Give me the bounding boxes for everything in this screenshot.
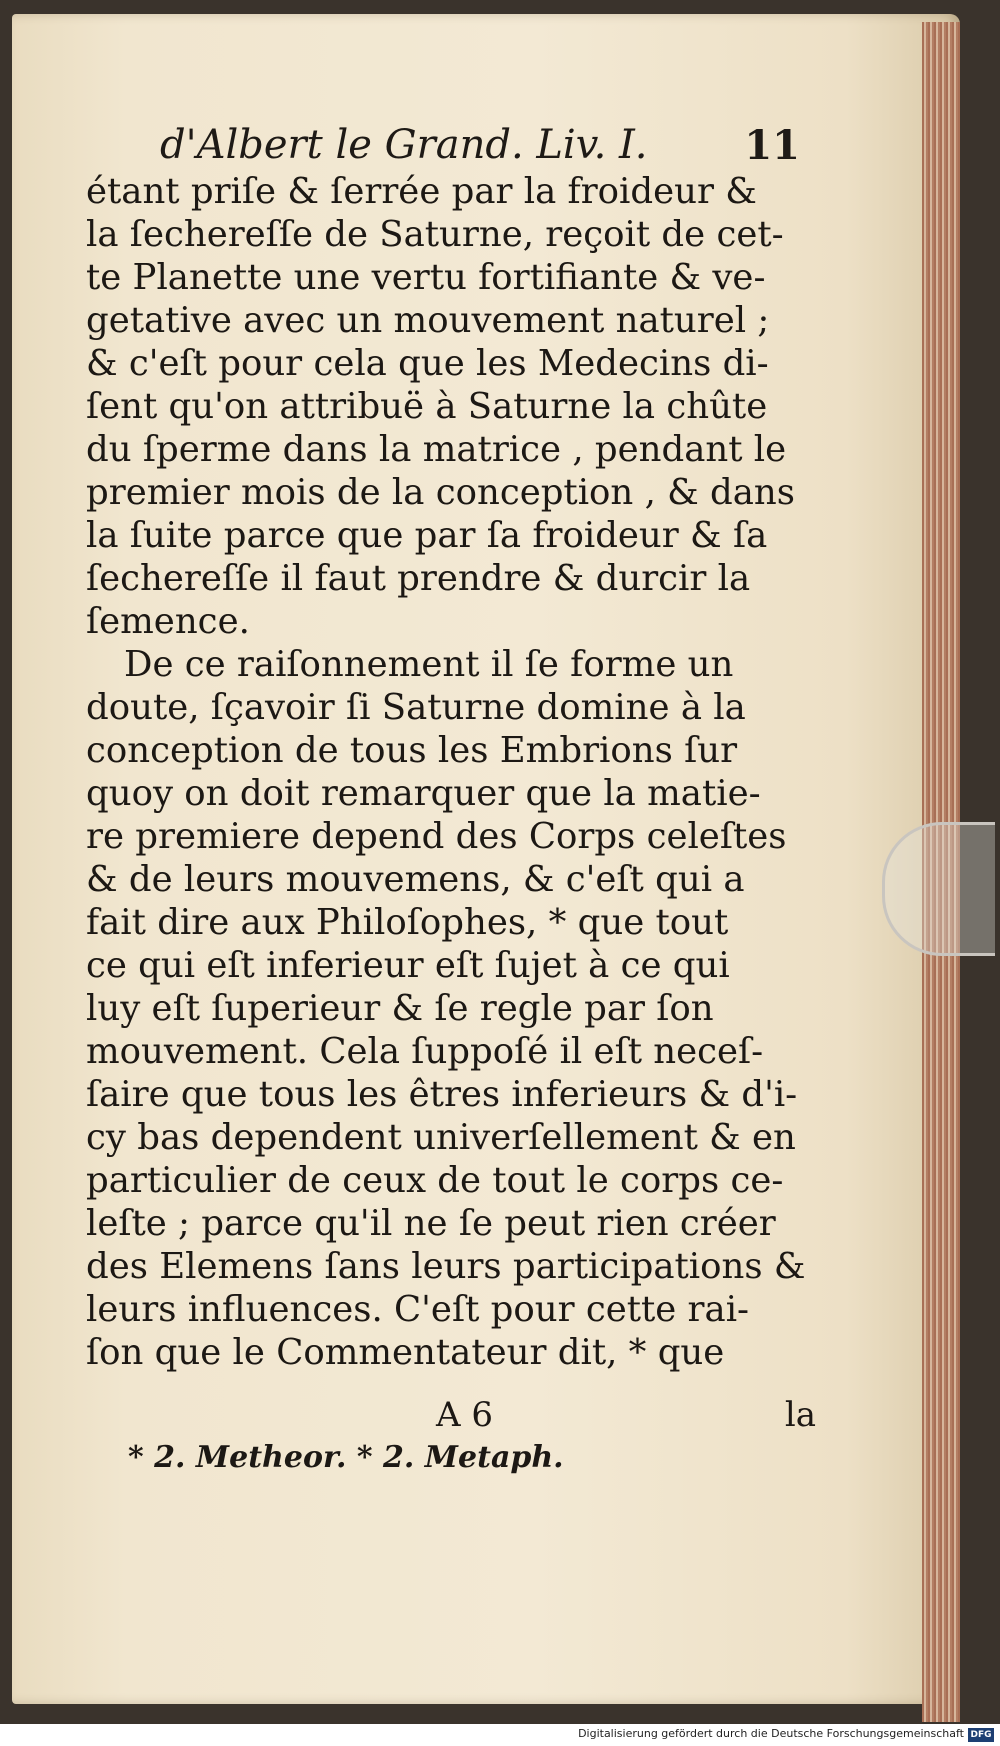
text-line: ſechereſſe il faut prendre & durcir la: [86, 558, 751, 599]
text-line: ſent qu'on attribuë à Saturne la chûte: [86, 386, 768, 427]
page-number: 11: [744, 122, 800, 169]
text-line: ce qui eſt inferieur eſt ſujet à ce qui: [86, 945, 730, 986]
text-line: getative avec un mouvement naturel ;: [86, 300, 770, 341]
text-line: cy bas dependent univerſellement & en: [86, 1117, 796, 1158]
body-text: [86, 170, 816, 1374]
text-line-indented: De ce raiſonnement il ſe forme un: [124, 644, 734, 685]
digitization-footer: [0, 1724, 1000, 1746]
text-line: te Planette une vertu fortifiante & ve-: [86, 257, 766, 298]
catchword-line: [86, 1395, 816, 1435]
catchword: la: [784, 1395, 816, 1435]
text-line: doute, ſçavoir ſi Saturne domine à la: [86, 687, 746, 728]
text-line: ſon que le Commentateur dit, * que: [86, 1332, 725, 1373]
text-line: du ſperme dans la matrice , pendant le: [86, 429, 787, 470]
text-line: particulier de ceux de tout le corps ce-: [86, 1160, 784, 1201]
page-header: [160, 118, 800, 174]
text-line: la ſuite parce que par ſa froideur & ſa: [86, 515, 768, 556]
text-line: & c'eſt pour cela que les Medecins di-: [86, 343, 769, 384]
running-title: d'Albert le Grand. Liv. I.: [160, 122, 648, 168]
text-line: étant priſe & ſerrée par la froideur &: [86, 171, 757, 212]
text-line: leurs influences. C'eſt pour cette rai-: [86, 1289, 750, 1330]
text-line: des Elemens ſans leurs participations &: [86, 1246, 806, 1287]
text-line: luy eſt ſuperieur & ſe regle par ſon: [86, 988, 714, 1029]
text-line: premier mois de la conception , & dans: [86, 472, 795, 513]
page-clip: [882, 822, 995, 956]
text-line: conception de tous les Embrions ſur: [86, 730, 738, 771]
text-line: fait dire aux Philoſophes, * que tout: [86, 902, 729, 943]
text-line: quoy on doit remarquer que la matie-: [86, 773, 761, 814]
text-line: mouvement. Cela ſuppoſé il eſt neceſ-: [86, 1031, 764, 1072]
signature-mark: A 6: [436, 1395, 493, 1435]
text-line: la ſechereſſe de Saturne, reçoit de cet-: [86, 214, 784, 255]
text-line: leſte ; parce qu'il ne ſe peut rien créer: [86, 1203, 776, 1244]
funding-credit: Digitalisierung gefördert durch die Deutsche Forschungsgemeinschaft: [578, 1727, 964, 1740]
text-line: & de leurs mouvemens, & c'eſt qui a: [86, 859, 745, 900]
text-line: re premiere depend des Corps celeſtes: [86, 816, 787, 857]
dfg-logo: DFG: [968, 1728, 994, 1742]
text-line: ſaire que tous les êtres inferieurs & d'i-: [86, 1074, 798, 1115]
marginal-notes: * 2. Metheor. * 2. Metaph.: [128, 1440, 564, 1475]
text-line: ſemence.: [86, 601, 250, 642]
